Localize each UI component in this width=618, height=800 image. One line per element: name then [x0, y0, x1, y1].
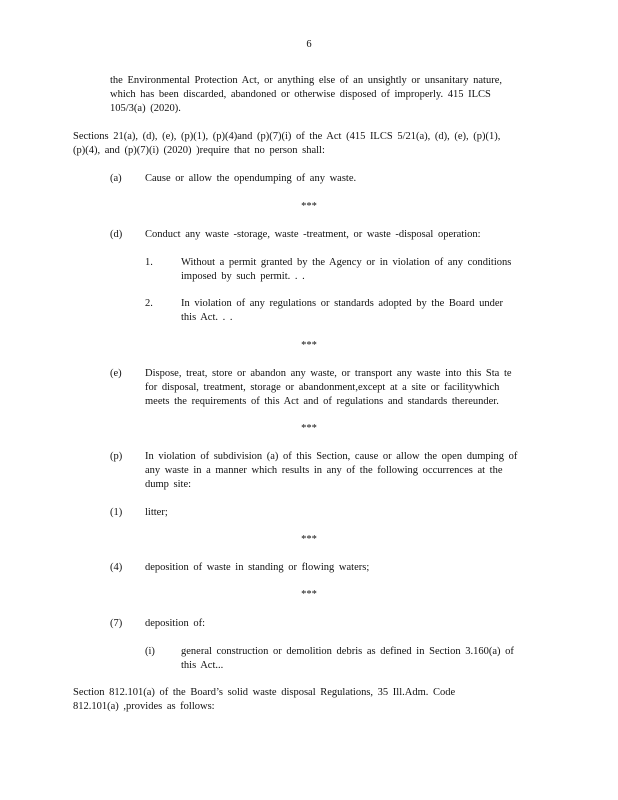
- text-line: Section 812.101(a) of the Board’s solid waste disposal Regulations, 35 Ill.Adm. Code: [73, 687, 456, 698]
- text-line: In violation of subdivision (a) of this Section, cause or allow the open dumping of: [145, 451, 518, 462]
- item-text: deposition of waste in standing or flowing waters;: [145, 562, 370, 573]
- item-label: (7): [110, 618, 123, 629]
- item-text: litter;: [145, 507, 168, 518]
- separator: ***: [301, 340, 317, 351]
- separator: ***: [301, 534, 317, 545]
- text-line: for disposal, treatment, storage or abandonment,except at a site or facilitywhich: [145, 382, 500, 393]
- item-text: deposition of:: [145, 618, 206, 629]
- text-line: the Environmental Protection Act, or anything else of an unsightly or unsanitary nature,: [110, 75, 502, 86]
- item-label: (4): [110, 562, 123, 573]
- separator: ***: [301, 201, 317, 212]
- separator: ***: [301, 589, 317, 600]
- item-label: (a): [110, 173, 122, 184]
- subitem-label: 2.: [145, 298, 153, 309]
- page-number: 6: [306, 39, 312, 50]
- text-line: Dispose, treat, store or abandon any waste, or transport any waste into this Sta te: [145, 368, 512, 379]
- subitem-label: (i): [145, 646, 155, 657]
- item-label: (d): [110, 229, 123, 240]
- item-text: Cause or allow the opendumping of any waste.: [145, 173, 357, 184]
- item-text: Conduct any waste -storage, waste -treatment, or waste -disposal operation:: [145, 229, 481, 240]
- text-line: Sections 21(a), (d), (e), (p)(1), (p)(4)and (p)(7)(i) of the Act (415 ILCS 5/21(a), (d), (e), (p)(1),: [73, 131, 501, 142]
- text-line: In violation of any regulations or standards adopted by the Board under: [181, 298, 504, 309]
- text-line: 105/3(a) (2020).: [110, 103, 181, 114]
- text-line: imposed by such permit. . .: [181, 271, 305, 282]
- item-label: (1): [110, 507, 123, 518]
- item-label: (e): [110, 368, 122, 379]
- text-line: (p)(4), and (p)(7)(i) (2020) )require that no person shall:: [73, 145, 325, 156]
- item-label: (p): [110, 451, 123, 462]
- subitem-label: 1.: [145, 257, 153, 268]
- text-line: Without a permit granted by the Agency or in violation of any conditions: [181, 257, 512, 268]
- separator: ***: [301, 423, 317, 434]
- text-line: 812.101(a) ,provides as follows:: [73, 701, 215, 712]
- text-line: this Act...: [181, 660, 224, 671]
- text-line: which has been discarded, abandoned or otherwise disposed of improperly. 415 ILCS: [110, 89, 491, 100]
- text-line: meets the requirements of this Act and of regulations and standards thereunder.: [145, 396, 499, 407]
- text-line: this Act. . .: [181, 312, 233, 323]
- text-line: general construction or demolition debris as defined in Section 3.160(a) of: [181, 646, 514, 657]
- text-line: any waste in a manner which results in any of the following occurrences at the: [145, 465, 503, 476]
- text-line: dump site:: [145, 479, 192, 490]
